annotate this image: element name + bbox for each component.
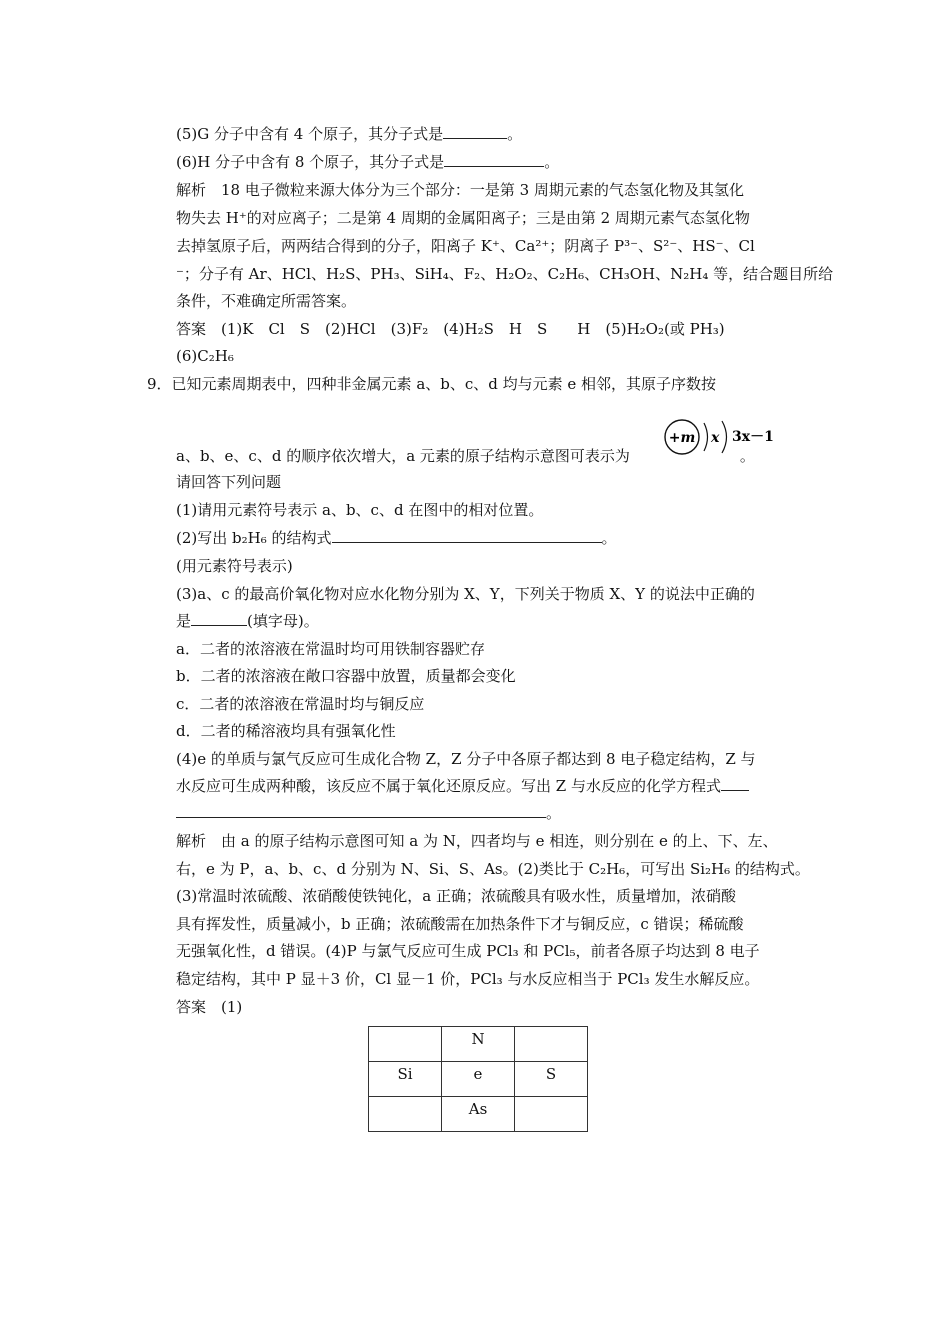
analysis-line: 稳定结构，其中 P 显＋3 价，Cl 显－1 价，PCl₃ 与水反应相当于 PCl₃ 发生水解反应。	[176, 970, 760, 988]
shell-arc	[704, 423, 708, 451]
table-cell: e	[442, 1062, 515, 1097]
sub-question-3-cont: 是 (填字母)。	[176, 612, 319, 630]
answer-blank	[176, 803, 546, 818]
analysis-line: 右，e 为 P，a、b、c、d 分别为 N、Si、S、As。(2)类比于 C₂H₆，可写出 Si₂H₆ 的结构式。	[176, 860, 810, 878]
answer-line: (6)C₂H₆	[176, 347, 234, 365]
sub-question-1: (1)请用元素符号表示 a、b、c、d 在图中的相对位置。	[176, 501, 544, 519]
table-row	[369, 1062, 588, 1097]
analysis-line: 具有挥发性，质量减小，b 正确；浓硫酸需在加热条件下才与铜反应，c 错误；稀硫酸	[176, 915, 744, 933]
answer-blank	[443, 124, 507, 139]
option-d: d．二者的稀溶液均具有强氧化性	[176, 722, 396, 740]
analysis-line: 去掉氢原子后，两两结合得到的分子，阳离子 K⁺、Ca²⁺；阴离子 P³⁻、S²⁻、HS⁻、Cl	[176, 237, 755, 255]
answer-blank	[444, 152, 544, 167]
question-9: 9．已知元素周期表中，四种非金属元素 a、b、c、d 均与元素 e 相邻，其原子序数按	[147, 375, 717, 393]
answer-line: 答案 (1)K Cl S (2)HCl (3)F₂ (4)H₂S H S H (5)H₂O₂(或 PH₃)	[176, 320, 725, 338]
table-cell: As	[442, 1097, 515, 1132]
analysis-line: (3)常温时浓硫酸、浓硝酸使铁钝化，a 正确；浓硫酸具有吸水性，质量增加，浓硝酸	[176, 887, 736, 905]
table-row	[369, 1097, 588, 1132]
table-cell	[515, 1027, 588, 1062]
note-line: (用元素符号表示)	[176, 557, 293, 575]
atom-structure-diagram	[664, 418, 774, 456]
table-row	[369, 1027, 588, 1062]
table-cell	[369, 1027, 442, 1062]
analysis-line: 无强氧化性，d 错误。(4)P 与氯气反应可生成 PCl₃ 和 PCl₅，前者各原子均达到 8 电子	[176, 942, 760, 960]
sub-question-4-cont: 水反应可生成两种酸，该反应不属于氧化还原反应。写出 Z 与水反应的化学方程式	[176, 776, 749, 796]
analysis-line: 物失去 H⁺的对应离子；二是第 4 周期的金属阳离子；三是由第 2 周期元素气态氢化物	[176, 209, 750, 227]
table-cell: S	[515, 1062, 588, 1097]
prompt-line: 请回答下列问题	[176, 473, 282, 491]
analysis-line: 条件，不难确定所需答案。	[176, 292, 357, 310]
question-5: (5)G 分子中含有 4 个原子，其分子式是 。	[176, 125, 523, 143]
shell1-count: x	[711, 430, 720, 446]
sub-question-3: (3)a、c 的最高价氧化物对应水化物分别为 X、Y，下列关于物质 X、Y 的说法中正确的	[176, 585, 755, 603]
question-9-cont: a、b、e、c、d 的顺序依次增大，a 元素的原子结构示意图可表示为 。	[176, 447, 755, 465]
answer-blank	[721, 776, 749, 791]
sub-question-4-blank: 。	[176, 803, 561, 823]
table-cell	[515, 1097, 588, 1132]
table-cell: N	[442, 1027, 515, 1062]
periodic-position-table	[368, 1026, 588, 1132]
shell-arc	[722, 421, 727, 453]
question-6: (6)H 分子中含有 8 个原子，其分子式是 。	[176, 153, 560, 171]
nucleus-label: +m	[668, 430, 696, 446]
sub-question-4: (4)e 的单质与氯气反应可生成化合物 Z，Z 分子中各原子都达到 8 电子稳定结构，Z 与	[176, 750, 756, 768]
answer-line: 答案 (1)	[176, 998, 243, 1016]
analysis-line: 解析 18 电子微粒来源大体分为三个部分：一是第 3 周期元素的气态氢化物及其氢化	[176, 181, 744, 199]
sub-question-2: (2)写出 b₂H₆ 的结构式 。	[176, 529, 617, 547]
option-a: a．二者的浓溶液在常温时均可用铁制容器贮存	[176, 640, 485, 658]
analysis-line: 解析 由 a 的原子结构示意图可知 a 为 N，四者均与 e 相连，则分别在 e 的上、下、左、	[176, 832, 778, 850]
analysis-line: ⁻；分子有 Ar、HCl、H₂S、PH₃、SiH₄、F₂、H₂O₂、C₂H₆、CH₃OH、N₂H₄ 等，结合题目所给	[176, 265, 834, 283]
table-cell	[369, 1097, 442, 1132]
answer-blank	[191, 611, 247, 626]
option-b: b．二者的浓溶液在敞口容器中放置，质量都会变化	[176, 667, 516, 685]
shell2-count: 3x－1	[732, 429, 774, 445]
answer-blank	[332, 528, 602, 543]
option-c: c．二者的浓溶液在常温时均与铜反应	[176, 695, 425, 713]
table-cell: Si	[369, 1062, 442, 1097]
